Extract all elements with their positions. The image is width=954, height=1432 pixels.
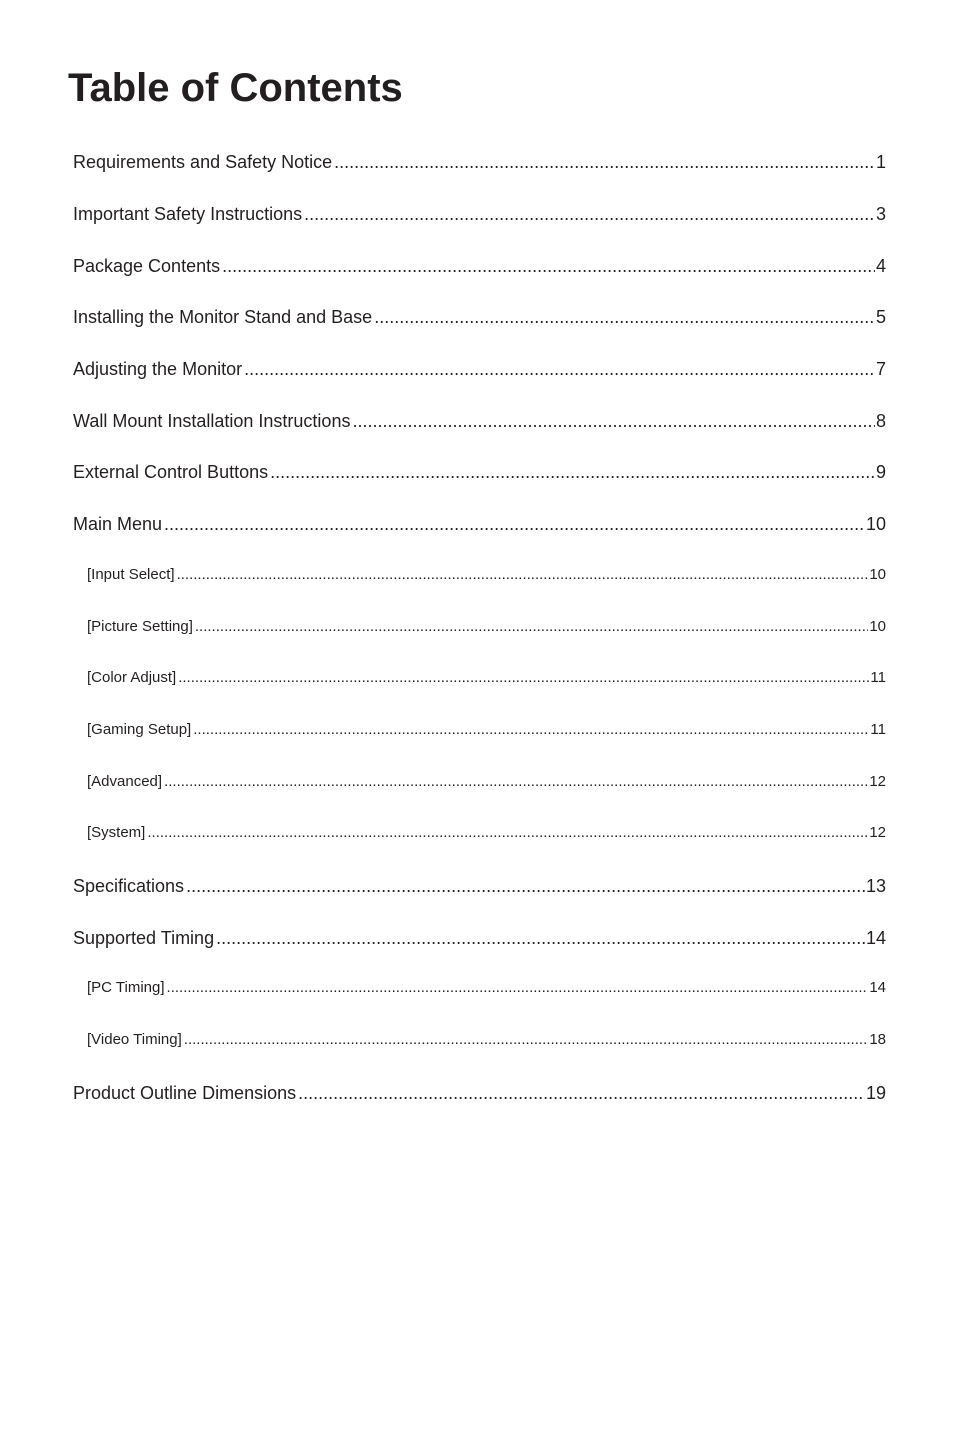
toc-dot-leader <box>244 357 875 381</box>
toc-entry-label: [PC Timing] <box>87 979 165 996</box>
toc-page-number: 7 <box>875 359 886 379</box>
toc-entry-label: [Input Select] <box>87 566 175 583</box>
toc-page-number: 18 <box>869 1031 886 1048</box>
toc-dot-leader <box>270 460 875 484</box>
toc-entry-label: [Advanced] <box>87 773 163 790</box>
toc-page-number: 11 <box>870 669 886 686</box>
toc-entry[interactable] <box>73 512 886 536</box>
toc-entry-label: Important Safety Instructions <box>73 204 303 224</box>
toc-entry[interactable] <box>73 1081 886 1105</box>
toc-entry-label: [System] <box>87 824 146 841</box>
toc-entry-label: [Video Timing] <box>87 1031 182 1048</box>
toc-dot-leader <box>164 772 868 792</box>
toc-entry[interactable] <box>73 305 886 329</box>
toc-dot-leader <box>177 565 869 585</box>
toc-page-number: 4 <box>875 256 886 276</box>
toc-page-number: 14 <box>865 928 886 948</box>
toc-entry-label: Requirements and Safety Notice <box>73 152 333 172</box>
toc-dot-leader <box>184 1030 869 1050</box>
toc-subentry[interactable] <box>87 617 886 637</box>
toc-entry-label: Supported Timing <box>73 928 215 948</box>
toc-entry-label: [Color Adjust] <box>87 669 177 686</box>
toc-dot-leader <box>147 823 868 843</box>
toc-entry-label: [Picture Setting] <box>87 618 193 635</box>
toc-subentry[interactable] <box>87 668 886 688</box>
toc-dot-leader <box>304 202 875 226</box>
toc-subentry[interactable] <box>87 1030 886 1050</box>
toc-entry-label: [Gaming Setup] <box>87 721 192 738</box>
toc-dot-leader <box>374 305 875 329</box>
toc-entry[interactable] <box>73 460 886 484</box>
toc-page-number: 8 <box>875 411 886 431</box>
toc-subentry[interactable] <box>87 565 886 585</box>
toc-entry-label: Package Contents <box>73 256 221 276</box>
toc-page-number: 13 <box>865 876 886 896</box>
toc-page-number: 19 <box>865 1083 886 1103</box>
toc-entry[interactable] <box>73 254 886 278</box>
toc-entry-label: Main Menu <box>73 514 163 534</box>
toc-page-number: 1 <box>875 152 886 172</box>
toc-dot-leader <box>222 254 875 278</box>
toc-entry-label: Installing the Monitor Stand and Base <box>73 307 373 327</box>
toc-dot-leader <box>193 720 869 740</box>
toc-page-number: 9 <box>875 462 886 482</box>
toc-entry[interactable] <box>73 409 886 433</box>
toc-entry[interactable] <box>73 926 886 950</box>
toc-dot-leader <box>195 617 868 637</box>
toc-subentry[interactable] <box>87 823 886 843</box>
toc-subentry[interactable] <box>87 772 886 792</box>
toc-subentry[interactable] <box>87 978 886 998</box>
toc-page-number: 10 <box>865 514 886 534</box>
toc-dot-leader <box>164 512 865 536</box>
toc-entry[interactable] <box>73 150 886 174</box>
toc-page-number: 10 <box>869 618 886 635</box>
toc-dot-leader <box>216 926 865 950</box>
toc-dot-leader <box>167 978 869 998</box>
toc-entry[interactable] <box>73 357 886 381</box>
toc-page-number: 12 <box>869 824 886 841</box>
toc-entry-label: Product Outline Dimensions <box>73 1083 297 1103</box>
toc-page-number: 5 <box>875 307 886 327</box>
toc-dot-leader <box>334 150 875 174</box>
toc-dot-leader <box>298 1081 865 1105</box>
page-title: Table of Contents <box>68 66 403 110</box>
toc-dot-leader <box>186 874 865 898</box>
toc-page-number: 14 <box>869 979 886 996</box>
toc-page-number: 3 <box>875 204 886 224</box>
toc-entry[interactable] <box>73 874 886 898</box>
toc-page-number: 12 <box>869 773 886 790</box>
toc-entry-label: Wall Mount Installation Instructions <box>73 411 351 431</box>
toc-page-number: 10 <box>869 566 886 583</box>
toc-dot-leader <box>178 668 869 688</box>
toc-entry-label: External Control Buttons <box>73 462 269 482</box>
toc-entry-label: Adjusting the Monitor <box>73 359 243 379</box>
toc-subentry[interactable] <box>87 720 886 740</box>
toc-dot-leader <box>352 409 875 433</box>
toc-entry[interactable] <box>73 202 886 226</box>
toc-page-number: 11 <box>870 721 886 738</box>
toc-entry-label: Specifications <box>73 876 185 896</box>
